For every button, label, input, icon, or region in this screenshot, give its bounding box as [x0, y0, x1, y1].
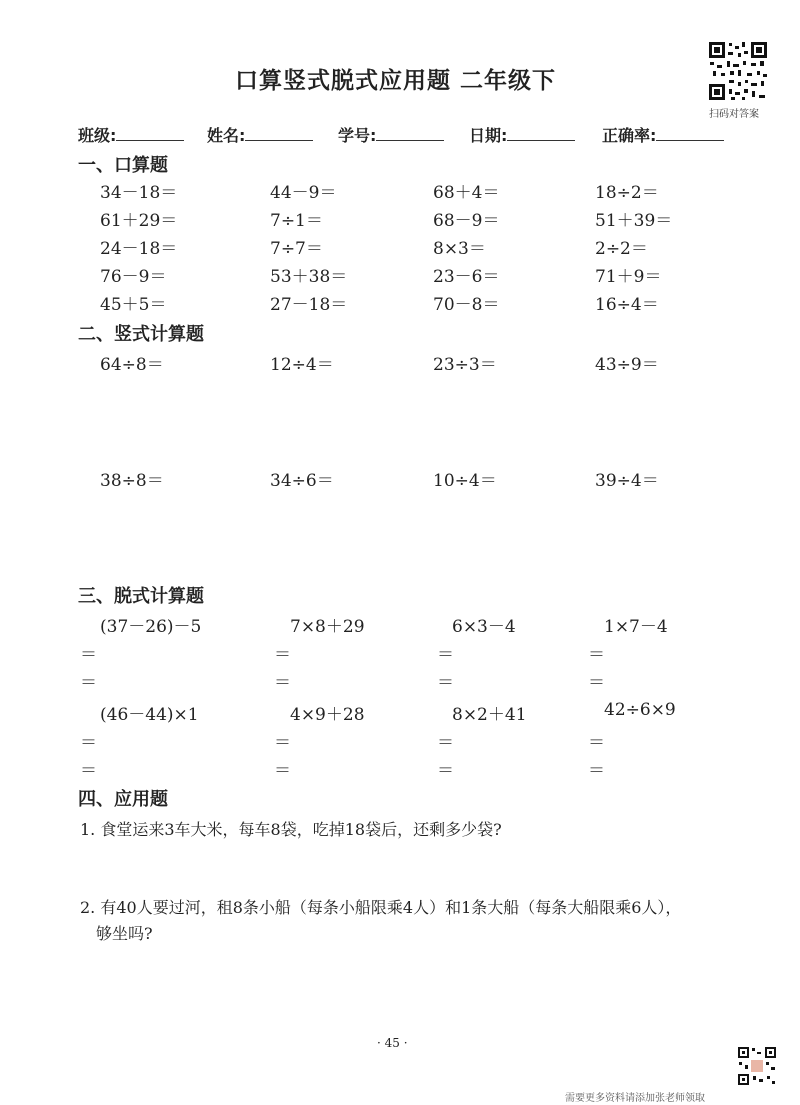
- equation: 12÷4＝: [270, 355, 334, 375]
- section3-title: 三、脱式计算题: [78, 586, 204, 607]
- word-problem-2: 2. 有40人要过河，租8条小船（每条小船限乘4人）和1条大船（每条大船限乘6人），: [80, 898, 682, 917]
- section2-title: 二、竖式计算题: [78, 324, 204, 345]
- qr-code-icon: [707, 40, 769, 102]
- expression: 7×8＋29: [290, 617, 365, 637]
- equation: 24－18＝: [100, 239, 178, 259]
- equation: 18÷2＝: [595, 183, 659, 203]
- name-label: 姓名:: [207, 123, 313, 146]
- equation: 70－8＝: [433, 295, 500, 315]
- equation: 76－9＝: [100, 267, 167, 287]
- equation: 8×3＝: [433, 239, 486, 259]
- equals-sign: ＝: [437, 761, 454, 781]
- qr-code-icon: [737, 1046, 777, 1086]
- equals-sign: ＝: [588, 761, 605, 781]
- qr-caption: 扫码对答案: [709, 109, 759, 120]
- equals-sign: ＝: [588, 673, 605, 693]
- expression: 1×7－4: [604, 617, 668, 637]
- word-problem-1: 1. 食堂运来3车大米，每车8袋，吃掉18袋后，还剩多少袋?: [80, 820, 502, 839]
- equation: 7÷7＝: [270, 239, 323, 259]
- equation: 38÷8＝: [100, 471, 164, 491]
- equation: 61＋29＝: [100, 211, 178, 231]
- id-blank[interactable]: [376, 126, 444, 141]
- expression: 4×9＋28: [290, 705, 365, 725]
- equation: 45＋5＝: [100, 295, 167, 315]
- equals-sign: ＝: [80, 645, 97, 665]
- equals-sign: ＝: [588, 645, 605, 665]
- equation: 16÷4＝: [595, 295, 659, 315]
- equation: 64÷8＝: [100, 355, 164, 375]
- equals-sign: ＝: [588, 733, 605, 753]
- footer-note: 需要更多资料请添加张老师领取: [565, 1093, 705, 1104]
- equation: 34－18＝: [100, 183, 178, 203]
- equation: 7÷1＝: [270, 211, 323, 231]
- section1-title: 一、口算题: [78, 155, 168, 176]
- date-label: 日期:: [469, 123, 575, 146]
- equation: 53＋38＝: [270, 267, 348, 287]
- equals-sign: ＝: [274, 733, 291, 753]
- id-label: 学号:: [338, 123, 444, 146]
- accuracy-label: 正确率:: [602, 123, 724, 146]
- equation: 68－9＝: [433, 211, 500, 231]
- equals-sign: ＝: [80, 733, 97, 753]
- name-blank[interactable]: [245, 126, 313, 141]
- expression: (46－44)×1: [100, 705, 199, 725]
- equation: 71＋9＝: [595, 267, 662, 287]
- class-blank[interactable]: [116, 126, 184, 141]
- expression: (37－26)－5: [100, 617, 202, 637]
- equals-sign: ＝: [437, 733, 454, 753]
- equation: 44－9＝: [270, 183, 337, 203]
- class-label: 班级:: [78, 123, 184, 146]
- expression: 6×3－4: [452, 617, 516, 637]
- section4-title: 四、应用题: [78, 789, 168, 810]
- equation: 39÷4＝: [595, 471, 659, 491]
- equation: 2÷2＝: [595, 239, 648, 259]
- equals-sign: ＝: [437, 673, 454, 693]
- equation: 23÷3＝: [433, 355, 497, 375]
- equation: 10÷4＝: [433, 471, 497, 491]
- word-problem-2-cont: 够坐吗?: [96, 924, 153, 943]
- qr-code-top: [707, 40, 769, 102]
- equation: 34÷6＝: [270, 471, 334, 491]
- equation: 51＋39＝: [595, 211, 673, 231]
- page-title: 口算竖式脱式应用题 二年级下: [235, 67, 557, 94]
- equals-sign: ＝: [437, 645, 454, 665]
- accuracy-blank[interactable]: [656, 126, 724, 141]
- page-number: · 45 ·: [377, 1036, 408, 1050]
- equals-sign: ＝: [274, 761, 291, 781]
- equation: 27－18＝: [270, 295, 348, 315]
- expression: 42÷6×9: [604, 700, 676, 720]
- equation: 43÷9＝: [595, 355, 659, 375]
- equals-sign: ＝: [80, 673, 97, 693]
- qr-code-bottom: [737, 1046, 777, 1086]
- date-blank[interactable]: [507, 126, 575, 141]
- equals-sign: ＝: [274, 645, 291, 665]
- expression: 8×2＋41: [452, 705, 527, 725]
- equals-sign: ＝: [80, 761, 97, 781]
- equation: 68＋4＝: [433, 183, 500, 203]
- equation: 23－6＝: [433, 267, 500, 287]
- equals-sign: ＝: [274, 673, 291, 693]
